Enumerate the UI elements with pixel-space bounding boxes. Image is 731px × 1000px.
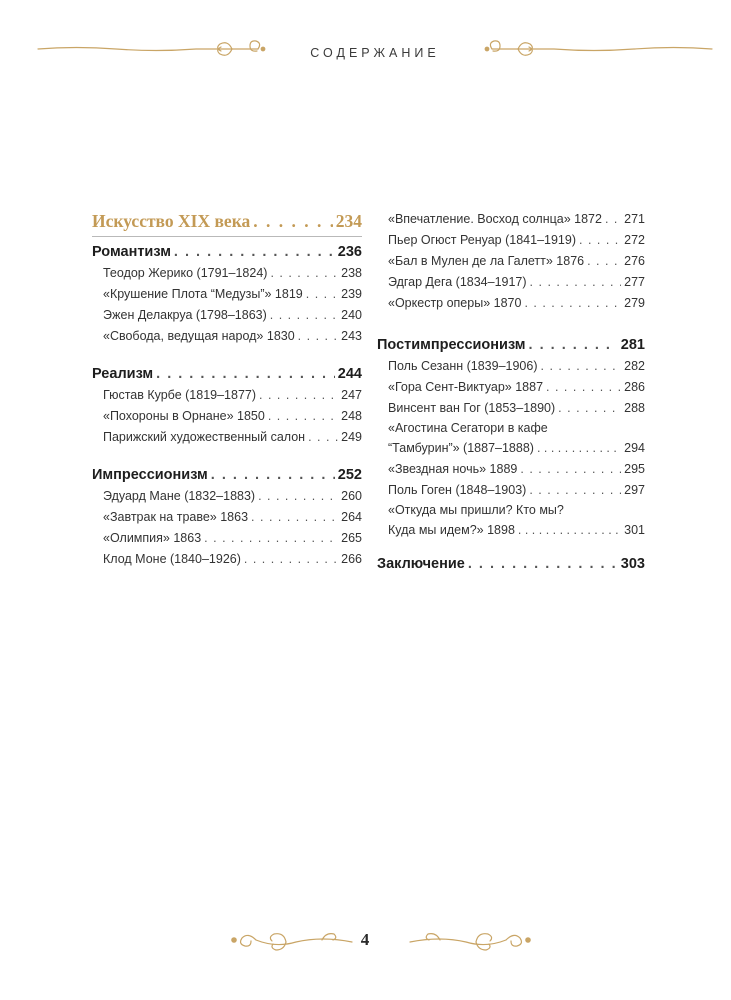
toc-section-realism[interactable]: Реализм . . . 244 [92,363,362,385]
toc-item[interactable]: Винсент ван Гог (1853–1890) . . . 288 [377,398,645,419]
toc-item[interactable]: Гюстав Курбе (1819–1877) . . . 247 [92,385,362,406]
toc-item[interactable]: Эжен Делакруа (1798–1863) . . . 240 [92,305,362,326]
toc-item-multiline[interactable]: «Откуда мы пришли? Кто мы? Куда мы идем?» 1898 . . . 301 [377,501,645,541]
toc-item[interactable]: «Завтрак на траве» 1863 . . . 264 [92,507,362,528]
toc-item[interactable]: «Похороны в Орнане» 1850 . . . 248 [92,406,362,427]
page-number: 4 [360,930,370,949]
toc-item-multiline[interactable]: «Агостина Сегатори в кафе “Тамбурин”» (1887–1888) . . . 294 [377,419,645,459]
toc-column-left [92,209,362,570]
toc-item[interactable]: Поль Гоген (1848–1903) . . . 297 [377,480,645,501]
toc-item[interactable]: «Бал в Мулен де ла Галетт» 1876 . . . 276 [377,251,645,272]
toc-item[interactable]: «Олимпия» 1863 . . . 265 [92,528,362,549]
gold-flourish-icon [36,36,266,62]
toc-item[interactable]: «Оркестр оперы» 1870 . . . 279 [377,293,645,314]
toc-item[interactable]: «Крушение Плота “Медузы”» 1819 . . . 239 [92,284,362,305]
divider [92,236,362,237]
toc-part-heading[interactable]: Искусство XIX века . . . 234 [92,209,362,233]
toc-item[interactable]: Поль Сезанн (1839–1906) . . . 282 [377,356,645,377]
toc-item[interactable]: Клод Моне (1840–1926) . . . 266 [92,549,362,570]
toc-item[interactable]: «Свобода, ведущая народ» 1830 . . . 243 [92,326,362,347]
toc-item[interactable]: Теодор Жерико (1791–1824) . . . 238 [92,263,362,284]
gold-flourish-icon [226,926,356,954]
toc-item[interactable]: Эдгар Дега (1834–1917) . . . 277 [377,272,645,293]
toc-section-impressionism[interactable]: Импрессионизм . . . 252 [92,464,362,486]
toc-item[interactable]: Парижский художественный салон . . . 249 [92,427,362,448]
toc-item[interactable]: Эдуард Мане (1832–1883) . . . 260 [92,486,362,507]
gold-flourish-icon [406,926,536,954]
page-title: СОДЕРЖАНИЕ [310,46,440,60]
toc-column-right [377,209,645,575]
gold-flourish-icon [484,36,714,62]
toc-section-romanticism[interactable]: Романтизм . . . 236 [92,241,362,263]
toc-item[interactable]: «Звездная ночь» 1889 . . . 295 [377,459,645,480]
toc-section-conclusion[interactable]: Заключение . . . 303 [377,553,645,575]
toc-item[interactable]: «Гора Сент-Виктуар» 1887 . . . 286 [377,377,645,398]
toc-section-postimpressionism[interactable]: Постимпрессионизм . . . 281 [377,334,645,356]
toc-item[interactable]: «Впечатление. Восход солнца» 1872 . . . 271 [377,209,645,230]
toc-item[interactable]: Пьер Огюст Ренуар (1841–1919) . . . 272 [377,230,645,251]
